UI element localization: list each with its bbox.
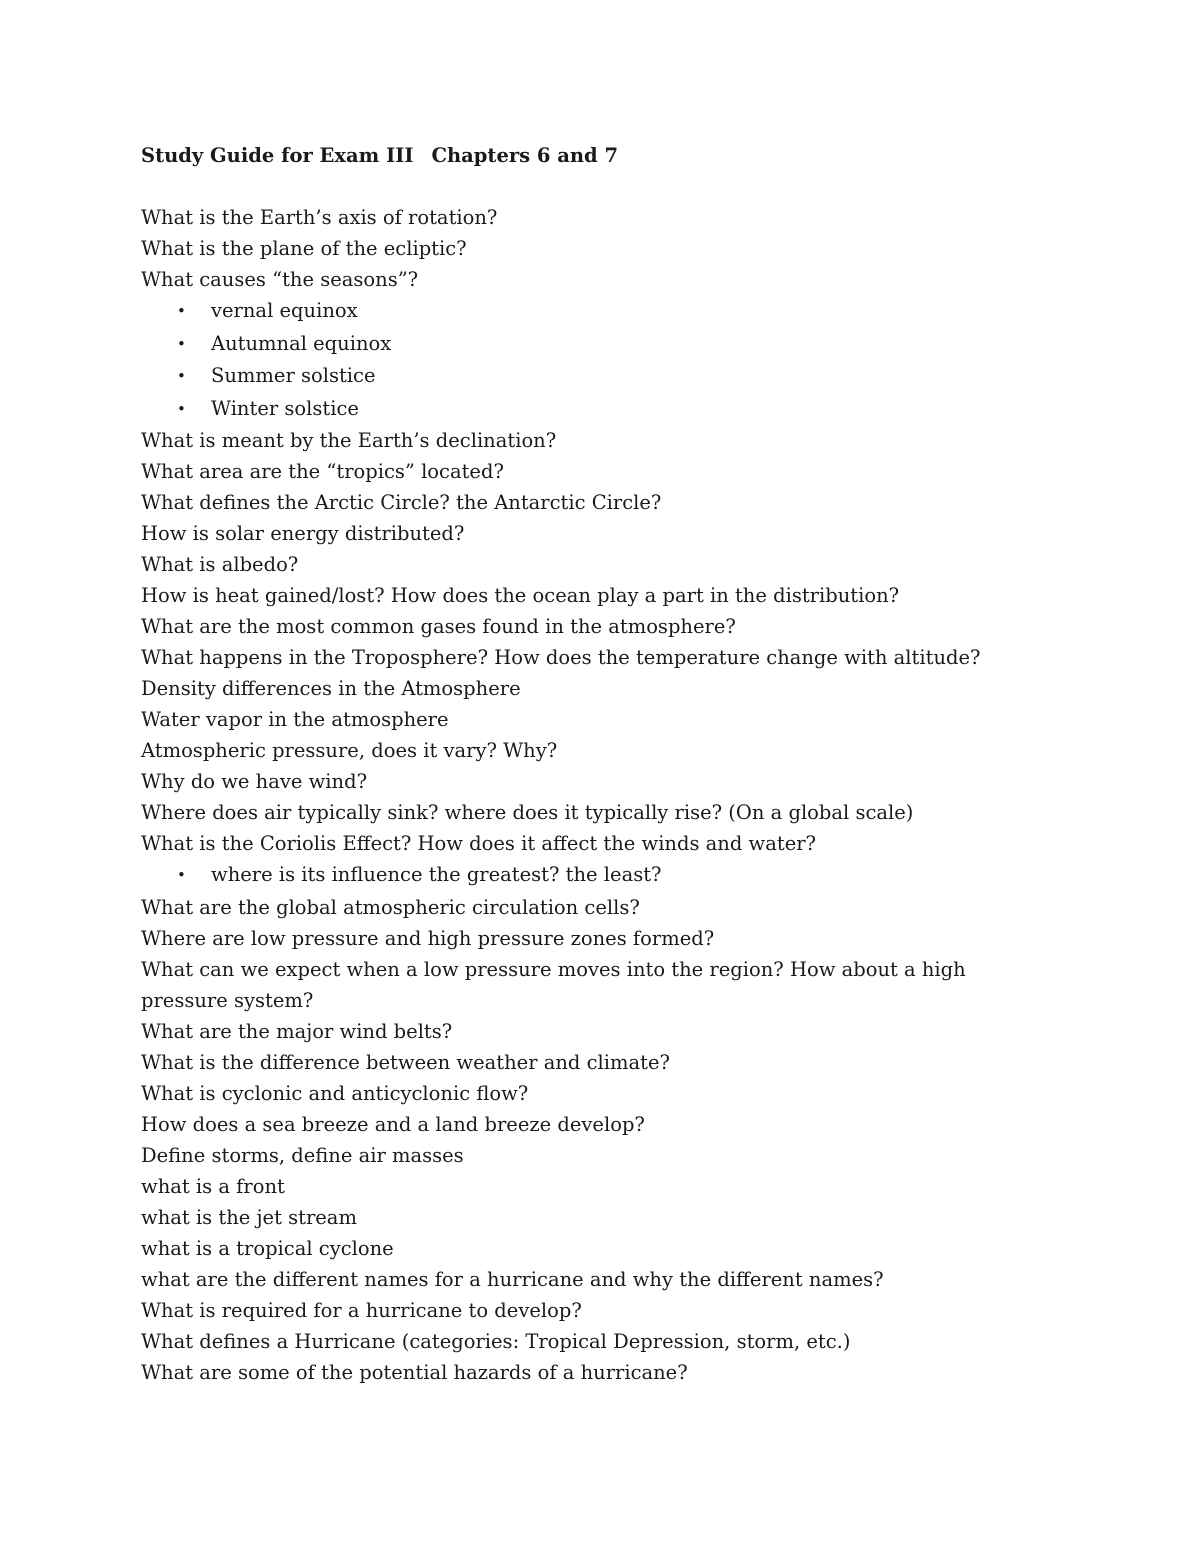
study-guide-page <box>141 140 1041 1388</box>
question-line: Define storms, define air masses <box>141 1143 464 1167</box>
question-line: what is the jet stream <box>141 1205 357 1229</box>
question-line: What happens in the Troposphere? How does the temperature change with altitude? <box>141 646 981 669</box>
question-line: What are some of the potential hazards of a hurricane? <box>141 1360 688 1384</box>
question-line: what is a front <box>141 1174 285 1198</box>
bullet-text: Winter solstice <box>211 396 359 420</box>
bullet-icon: • <box>177 367 186 385</box>
question-line: Where does air typically sink? where does it typically rise? (On a global scale) <box>141 801 914 824</box>
bullet-item <box>141 328 1041 361</box>
question-line: What defines a Hurricane (categories: Tropical Depression, storm, etc.) <box>141 1329 851 1353</box>
bullet-text: vernal equinox <box>211 299 358 322</box>
question-line: How is solar energy distributed? <box>141 522 465 545</box>
bullet-item <box>141 859 1041 892</box>
question-line: Atmospheric pressure, does it vary? Why? <box>141 739 558 762</box>
bullet-item <box>141 360 1041 393</box>
question-line: What are the major wind belts? <box>141 1019 453 1043</box>
question-line: Water vapor in the atmosphere <box>141 708 449 731</box>
question-line: Why do we have wind? <box>141 770 368 793</box>
bullet-item <box>141 393 1041 426</box>
question-line: How does a sea breeze and a land breeze develop? <box>141 1112 645 1136</box>
question-line: What is meant by the Earth’s declination? <box>141 429 557 452</box>
question-line: What is the plane of the ecliptic? <box>141 237 467 260</box>
question-line: What are the most common gases found in the atmosphere? <box>141 615 736 638</box>
question-line: What is required for a hurricane to develop? <box>141 1298 582 1322</box>
question-list <box>141 202 1041 1388</box>
question-line: What is albedo? <box>141 553 299 576</box>
question-line: What is the difference between weather and climate? <box>141 1050 670 1074</box>
bullet-text: Autumnal equinox <box>211 331 392 355</box>
question-line: what are the different names for a hurricane and why the different names? <box>141 1267 884 1291</box>
question-line: What is the Earth’s axis of rotation? <box>141 206 498 229</box>
question-line: What are the global atmospheric circulation cells? <box>141 895 640 919</box>
bullet-icon: • <box>177 399 186 418</box>
page-title <box>141 140 1041 171</box>
question-line: Density differences in the Atmosphere <box>141 677 521 700</box>
question-line: What is the Coriolis Effect? How does it affect the winds and water? <box>141 832 817 855</box>
question-line: What is cyclonic and anticyclonic flow? <box>141 1081 529 1105</box>
bullet-text: Summer solstice <box>211 364 376 387</box>
bullet-text: where is its influence the greatest? the least? <box>211 863 662 886</box>
chapters-label: Chapters 6 and 7 <box>431 144 619 167</box>
question-line: How is heat gained/lost? How does the ocean play a part in the distribution? <box>141 584 900 607</box>
bullet-icon: • <box>177 302 186 320</box>
bullet-item <box>141 295 1041 328</box>
bullet-icon: • <box>177 334 186 353</box>
question-line: what is a tropical cyclone <box>141 1236 394 1260</box>
bullet-icon: • <box>177 866 186 884</box>
question-line: What causes “the seasons”? <box>141 268 419 291</box>
question-line: What area are the “tropics” located? <box>141 460 504 483</box>
title-text: Study Guide for Exam III <box>141 144 414 167</box>
question-line: Where are low pressure and high pressure zones formed? <box>141 926 715 950</box>
question-line: What defines the Arctic Circle? the Antarctic Circle? <box>141 491 662 514</box>
question-line-wrapped: What can we expect when a low pressure moves into the region? How about a high pressure system? <box>141 957 966 1012</box>
